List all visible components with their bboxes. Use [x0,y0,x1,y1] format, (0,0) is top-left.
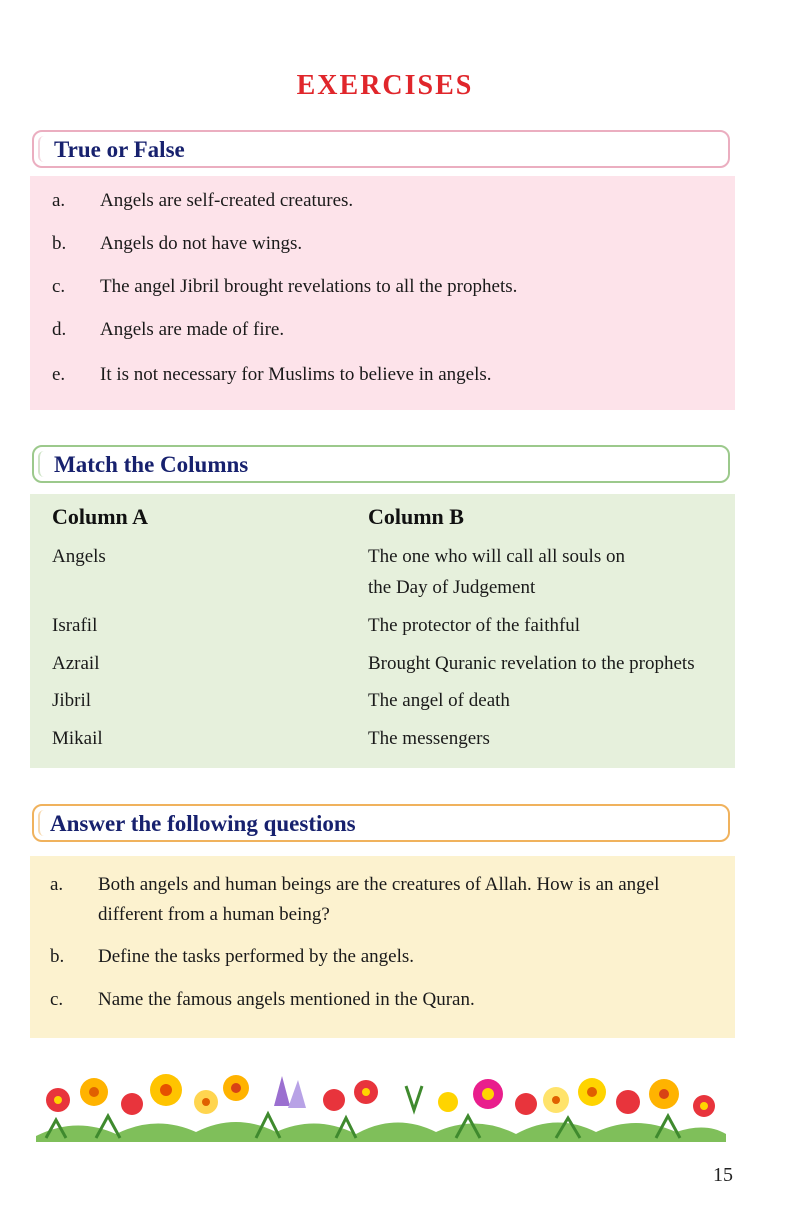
item-letter: b. [52,233,67,254]
questions-header [32,804,730,842]
match-columns-heading: Match the Columns [54,452,249,477]
true-false-header [32,130,730,168]
item-text: Define the tasks performed by the angels. [98,946,415,967]
item-text: Name the famous angels mentioned in the Quran. [98,989,475,1010]
item-text: It is not necessary for Muslims to believe in angels. [100,364,492,385]
item-text: Both angels and human beings are the creatures of Allah. How is an angel different from a human being? [98,874,660,925]
column-a-cell: Mikail [52,728,103,749]
page-title: EXERCISES [296,70,474,101]
column-b-header: Column B [368,504,464,529]
column-b-cell: The angel of death [368,690,510,711]
column-b-cell: Brought Quranic revelation to the prophets [368,653,695,674]
column-b-cell: the Day of Judgement [368,577,536,598]
item-letter: a. [50,874,64,895]
column-a-cell: Azrail [52,653,100,674]
column-b-cell: The one who will call all souls on [368,546,625,567]
match-columns-header [32,445,730,483]
item-text: Angels are made of fire. [100,319,285,340]
column-a-header: Column A [52,504,148,529]
true-false-panel [30,176,735,410]
item-letter: e. [52,364,66,385]
item-text: Angels do not have wings. [100,233,303,254]
column-b-cell: The messengers [368,728,490,749]
item-letter: c. [50,989,64,1010]
item-letter: d. [52,319,67,340]
true-false-heading: True or False [54,137,185,162]
questions-heading: Answer the following questions [50,811,356,836]
item-text: The angel Jibril brought revelations to all the prophets. [100,276,518,297]
item-letter: c. [52,276,66,297]
flower-border-illustration [36,1066,726,1142]
match-columns-panel [30,494,735,768]
item-letter: b. [50,946,65,967]
page-number: 15 [713,1164,733,1186]
column-a-cell: Israfil [52,615,98,636]
item-letter: a. [52,190,66,211]
column-a-cell: Jibril [52,690,92,711]
item-text: Angels are self-created creatures. [100,190,354,211]
questions-panel [30,856,735,1038]
column-b-cell: The protector of the faithful [368,615,581,636]
column-a-cell: Angels [52,546,106,567]
